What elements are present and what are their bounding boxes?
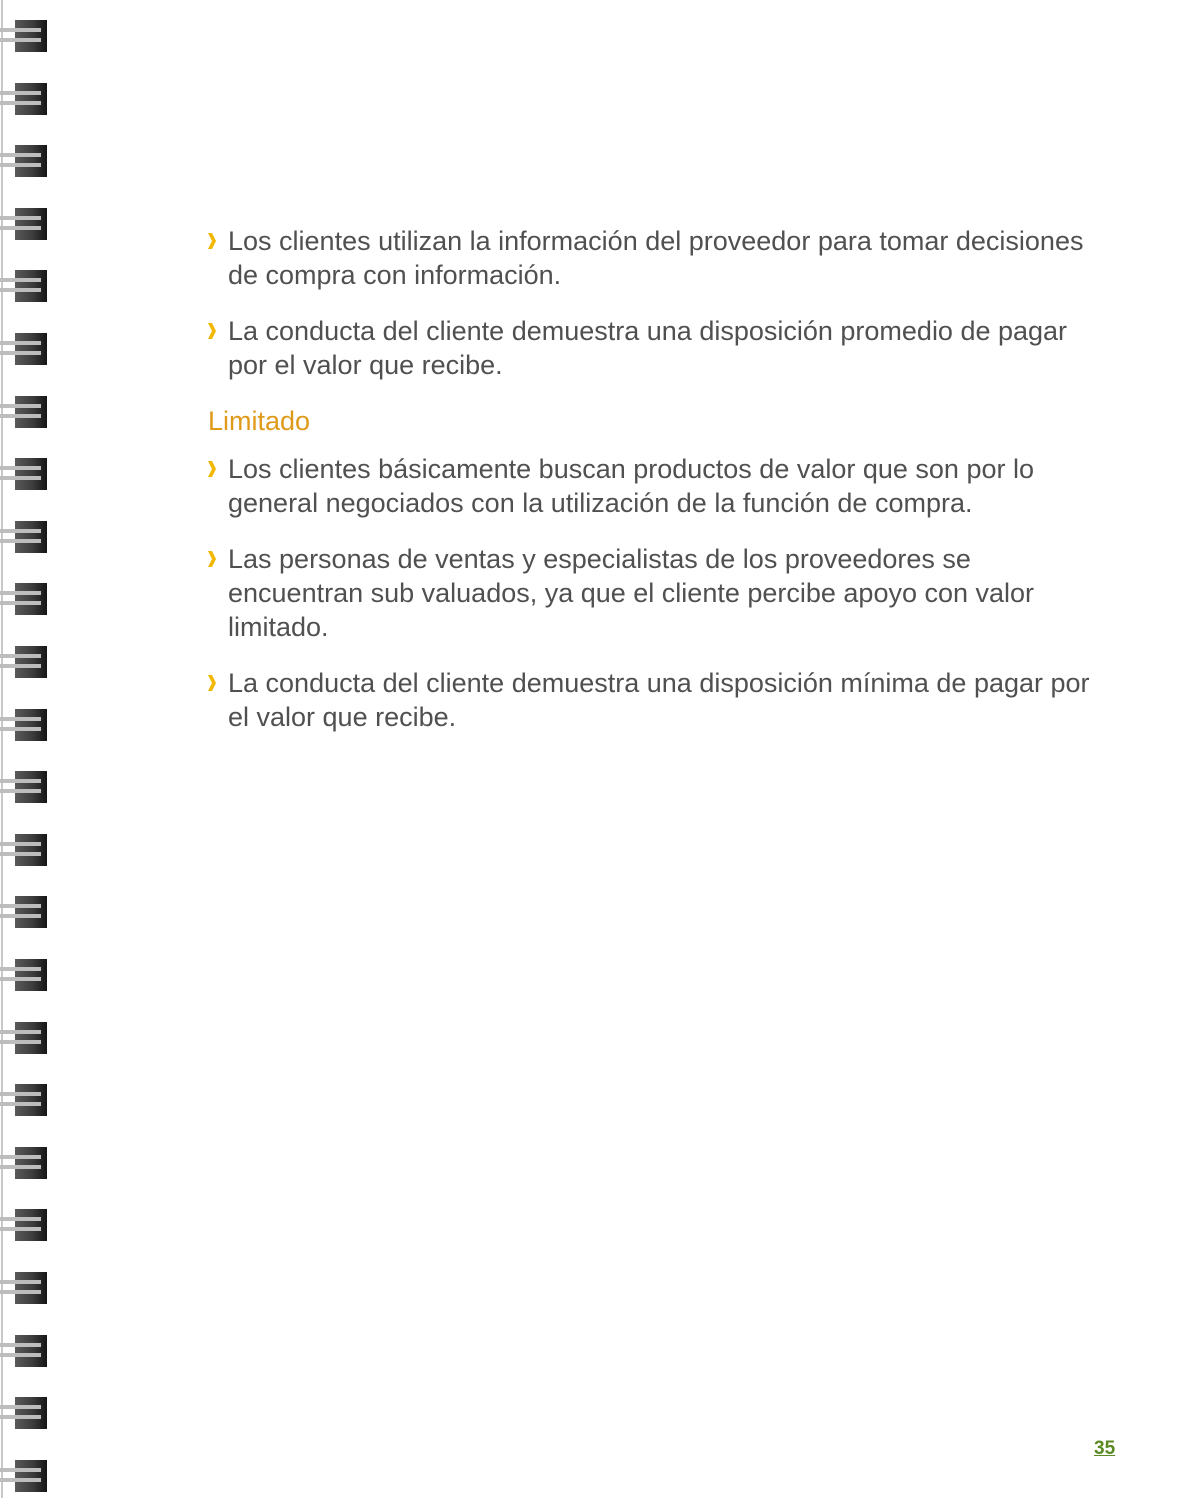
spiral-ring — [0, 1335, 48, 1367]
chevron-right-icon — [208, 233, 216, 249]
spiral-ring — [0, 333, 48, 365]
ring-wire — [0, 539, 41, 543]
bullet-text: La conducta del cliente demuestra una disposición mínima de pagar por el valor que recibe. — [228, 668, 1090, 732]
ring-wire — [0, 278, 41, 282]
section-heading: Limitado — [208, 406, 311, 436]
spiral-ring — [0, 458, 48, 490]
spiral-ring — [0, 1022, 48, 1054]
spiral-ring — [0, 1397, 48, 1429]
spiral-ring — [0, 1209, 48, 1241]
ring-block — [15, 333, 47, 365]
ring-wire — [0, 914, 41, 918]
bullet-item — [208, 452, 1108, 520]
spiral-ring — [0, 834, 48, 866]
ring-block — [15, 20, 47, 52]
ring-block — [15, 1272, 47, 1304]
bullet-text: La conducta del cliente demuestra una disposición promedio de pagar por el valor que recibe. — [228, 316, 1068, 380]
ring-wire — [0, 727, 41, 731]
ring-wire — [0, 91, 41, 95]
page-content — [208, 224, 1108, 756]
ring-wire — [0, 1353, 41, 1357]
ring-wire — [0, 789, 41, 793]
ring-wire — [0, 654, 41, 658]
bullet-item — [208, 314, 1108, 382]
spiral-ring — [0, 1460, 48, 1492]
ring-wire — [0, 967, 41, 971]
ring-wire — [0, 1165, 41, 1169]
ring-wire — [0, 404, 41, 408]
ring-wire — [0, 664, 41, 668]
ring-wire — [0, 904, 41, 908]
ring-block — [15, 771, 47, 803]
ring-block — [15, 1084, 47, 1116]
bullet-item — [208, 542, 1108, 644]
spiral-ring — [0, 583, 48, 615]
ring-wire — [0, 1280, 41, 1284]
ring-block — [15, 83, 47, 115]
chevron-right-icon — [208, 323, 216, 339]
ring-wire — [0, 1343, 41, 1347]
ring-wire — [0, 28, 41, 32]
ring-block — [15, 458, 47, 490]
ring-wire — [0, 288, 41, 292]
ring-wire — [0, 1217, 41, 1221]
spiral-ring — [0, 396, 48, 428]
spiral-ring — [0, 20, 48, 52]
ring-wire — [0, 466, 41, 470]
ring-wire — [0, 1155, 41, 1159]
spiral-ring — [0, 959, 48, 991]
spiral-ring — [0, 521, 48, 553]
ring-wire — [0, 351, 41, 355]
ring-block — [15, 1335, 47, 1367]
bullet-text: Las personas de ventas y especialistas de los proveedores se encuentran sub valuados, ya que el cliente percibe apoyo con valor limitado. — [228, 544, 1035, 642]
bullet-text: Los clientes utilizan la información del proveedor para tomar decisiones de compra con información. — [228, 226, 1084, 290]
ring-wire — [0, 1290, 41, 1294]
ring-wire — [0, 852, 41, 856]
ring-wire — [0, 529, 41, 533]
ring-wire — [0, 341, 41, 345]
spiral-ring — [0, 896, 48, 928]
spiral-ring — [0, 1084, 48, 1116]
bullet-text: Los clientes básicamente buscan productos de valor que son por lo general negociados con la utilización de la función de compra. — [228, 454, 1034, 518]
ring-block — [15, 896, 47, 928]
ring-wire — [0, 1092, 41, 1096]
chevron-right-icon — [208, 551, 216, 567]
chevron-right-icon — [208, 675, 216, 691]
spiral-ring — [0, 709, 48, 741]
ring-wire — [0, 1040, 41, 1044]
ring-block — [15, 208, 47, 240]
ring-wire — [0, 101, 41, 105]
bullet-item — [208, 666, 1108, 734]
ring-block — [15, 583, 47, 615]
ring-wire — [0, 1478, 41, 1482]
ring-wire — [0, 717, 41, 721]
ring-block — [15, 270, 47, 302]
ring-wire — [0, 1415, 41, 1419]
page-number: 35 — [1094, 1438, 1116, 1459]
ring-block — [15, 1397, 47, 1429]
ring-wire — [0, 153, 41, 157]
ring-block — [15, 1022, 47, 1054]
ring-wire — [0, 842, 41, 846]
ring-wire — [0, 226, 41, 230]
ring-block — [15, 959, 47, 991]
ring-wire — [0, 601, 41, 605]
ring-block — [15, 521, 47, 553]
ring-wire — [0, 1030, 41, 1034]
ring-wire — [0, 1227, 41, 1231]
spiral-ring — [0, 1272, 48, 1304]
ring-block — [15, 1209, 47, 1241]
ring-wire — [0, 591, 41, 595]
spiral-ring — [0, 1147, 48, 1179]
ring-wire — [0, 476, 41, 480]
spiral-ring — [0, 208, 48, 240]
ring-block — [15, 145, 47, 177]
spiral-ring — [0, 771, 48, 803]
bullet-item — [208, 224, 1108, 292]
ring-wire — [0, 1468, 41, 1472]
spiral-ring — [0, 83, 48, 115]
ring-block — [15, 1460, 47, 1492]
ring-wire — [0, 163, 41, 167]
spiral-ring — [0, 270, 48, 302]
ring-wire — [0, 1102, 41, 1106]
ring-wire — [0, 38, 41, 42]
ring-block — [15, 1147, 47, 1179]
ring-block — [15, 834, 47, 866]
ring-wire — [0, 977, 41, 981]
spiral-ring — [0, 646, 48, 678]
ring-block — [15, 709, 47, 741]
spiral-ring — [0, 145, 48, 177]
ring-block — [15, 646, 47, 678]
ring-wire — [0, 779, 41, 783]
ring-block — [15, 396, 47, 428]
ring-wire — [0, 1405, 41, 1409]
ring-wire — [0, 414, 41, 418]
chevron-right-icon — [208, 461, 216, 477]
ring-wire — [0, 216, 41, 220]
